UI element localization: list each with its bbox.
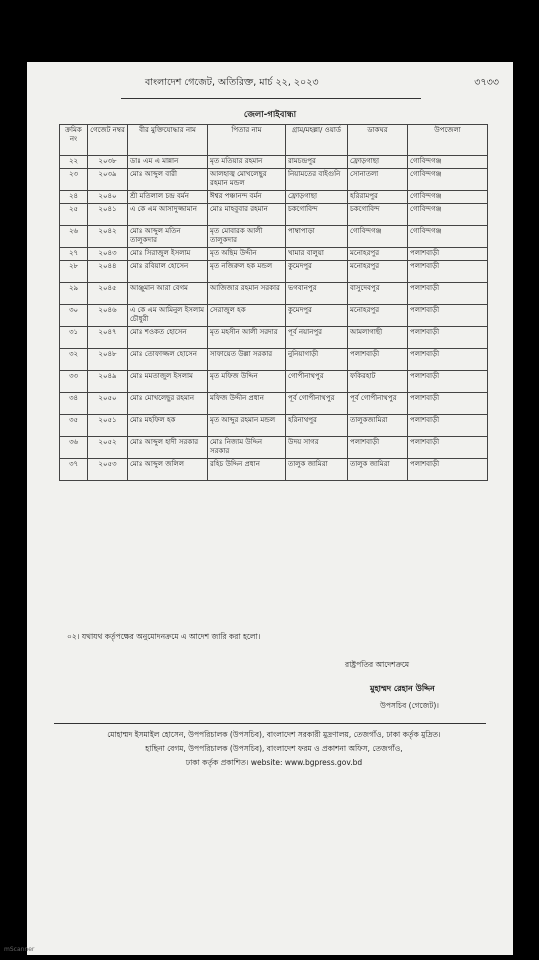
table-cell: ফ্রোড়গাছা: [348, 156, 408, 169]
table-cell: মনোহরপুর: [348, 248, 408, 261]
table-cell: নিয়ামতের বাইগুনি: [286, 169, 348, 191]
table-cell: আমলাগাছী: [348, 327, 408, 349]
table-cell: শ্রী মতিলাল চন্দ্র বর্মন: [128, 191, 208, 204]
table-cell: উদয় সাগর: [286, 437, 348, 459]
freedom-fighters-table: [59, 124, 488, 481]
table-cell: গোবিন্দগঞ্জ: [408, 191, 488, 204]
table-row: [60, 248, 488, 261]
table-cell: ২০৫১: [88, 415, 128, 437]
table-row: [60, 191, 488, 204]
table-cell: মনোহরপুর: [348, 305, 408, 327]
table-cell: ২০৫০: [88, 393, 128, 415]
table-cell: ২৩: [60, 169, 88, 191]
table-cell: ৩৩: [60, 371, 88, 393]
column-header: ক্রমিক নং: [60, 125, 88, 156]
signer-designation: উপসচিব (গেজেট)।: [380, 701, 439, 710]
table-cell: মোঃ আব্দুল বারী: [128, 169, 208, 191]
table-cell: ২২: [60, 156, 88, 169]
table-cell: ২৭: [60, 248, 88, 261]
table-cell: পলাশবাড়ী: [408, 371, 488, 393]
table-cell: সোনাতলা: [348, 169, 408, 191]
table-cell: পূর্ব নয়ানপুর: [286, 327, 348, 349]
table-cell: মৃত মোবারক আলী তালুকদার: [208, 226, 286, 248]
table-cell: পলাশবাড়ী: [408, 283, 488, 305]
table-cell: পলাশবাড়ী: [408, 459, 488, 481]
table-cell: মৃত মতিয়ার রহমান: [208, 156, 286, 169]
approval-note: ০২। যথাযথ কর্তৃপক্ষের অনুমোদনক্রমে এ আদেশ জারি করা হলো।: [67, 632, 261, 641]
table-row: [60, 437, 488, 459]
table-cell: ২০৪৭: [88, 327, 128, 349]
table-cell: ৩৫: [60, 415, 88, 437]
table-cell: মোঃ রবিয়াল হোসেন: [128, 261, 208, 283]
table-cell: ২০৪৮: [88, 349, 128, 371]
table-row: [60, 393, 488, 415]
table-cell: তালুক জামিরা: [348, 459, 408, 481]
table-cell: ২৪: [60, 191, 88, 204]
table-row: [60, 459, 488, 481]
table-row: [60, 415, 488, 437]
table-cell: ২০৩৯: [88, 169, 128, 191]
table-cell: ২০৪৩: [88, 248, 128, 261]
table-row: [60, 226, 488, 248]
table-cell: ৩৭: [60, 459, 88, 481]
column-header: উপজেলা: [408, 125, 488, 156]
gazette-page: [27, 62, 513, 955]
table-cell: গোবিন্দগঞ্জ: [408, 169, 488, 191]
table-cell: গোবিন্দগঞ্জ: [408, 226, 488, 248]
table-cell: চকগোবিন্দ: [286, 204, 348, 226]
table-cell: ঈশ্বর পঞ্চানন্দ বর্মন: [208, 191, 286, 204]
table-cell: গোপীনাথপুর: [286, 371, 348, 393]
table-cell: কুমেদপুর: [286, 261, 348, 283]
table-cell: ২০৫৩: [88, 459, 128, 481]
table-row: [60, 327, 488, 349]
table-cell: ভগবানপুর: [286, 283, 348, 305]
table-row: [60, 305, 488, 327]
header-rule: [121, 98, 421, 99]
table-cell: পূর্ব গোপীনাথপুর: [286, 393, 348, 415]
table-cell: এ কে এম আসাদুজ্জামান: [128, 204, 208, 226]
table-cell: মৃত মফিজ উদ্দিন: [208, 371, 286, 393]
table-cell: ৩১: [60, 327, 88, 349]
table-cell: তালুকজামিরা: [348, 415, 408, 437]
table-cell: মৃত অছিম উদ্দীন: [208, 248, 286, 261]
table-cell: ২০৪১: [88, 204, 128, 226]
table-cell: চকগোবিন্দ: [348, 204, 408, 226]
table-cell: ২০৪৬: [88, 305, 128, 327]
table-cell: মোঃ শওকত হোসেন: [128, 327, 208, 349]
table-cell: ২০৪২: [88, 226, 128, 248]
signer-name: মুহাম্মদ রেহান উদ্দিন: [370, 684, 435, 693]
table-cell: ডাঃ এম এ মান্নান: [128, 156, 208, 169]
table-cell: আজিজার রহমান সরকার: [208, 283, 286, 305]
column-header: পিতার নাম: [208, 125, 286, 156]
table-cell: খামার বালুয়া: [286, 248, 348, 261]
table-cell: পলাশবাড়ী: [408, 305, 488, 327]
table-cell: পলাশবাড়ী: [348, 437, 408, 459]
table-cell: পলাশবাড়ী: [408, 248, 488, 261]
table-row: [60, 261, 488, 283]
table-cell: মোঃ তোফাজ্জল হোসেন: [128, 349, 208, 371]
table-cell: পলাশবাড়ী: [408, 327, 488, 349]
table-row: [60, 371, 488, 393]
table-cell: ৩০: [60, 305, 88, 327]
table-cell: মোঃ মমতাজুল ইসলাম: [128, 371, 208, 393]
imprint-line: হাছিনা বেগম, উপপরিচালক (উপসচিব), বাংলাদেশ ফরম ও প্রকাশনা অফিস, তেজগাঁও,: [145, 744, 403, 753]
table-cell: আঞ্জুমান আরা বেগম: [128, 283, 208, 305]
scanner-watermark: mScanner: [4, 946, 35, 953]
table-cell: ২০৪০: [88, 191, 128, 204]
table-cell: নুনিয়াগাড়ী: [286, 349, 348, 371]
table-cell: পাম্বাপাড়া: [286, 226, 348, 248]
table-cell: ২৮: [60, 261, 88, 283]
table-cell: পলাশবাড়ী: [348, 349, 408, 371]
table-cell: হরিনাথপুর: [286, 415, 348, 437]
table-cell: হরিরামপুর: [348, 191, 408, 204]
table-cell: মোঃ মাহবুবার রহমান: [208, 204, 286, 226]
table-row: [60, 349, 488, 371]
table-row: [60, 204, 488, 226]
page-number: ৩৭৩৩: [474, 77, 499, 88]
page-header: [27, 76, 513, 92]
table-cell: ২০৩৮: [88, 156, 128, 169]
table-cell: মোঃ সিরাজুল ইসলাম: [128, 248, 208, 261]
presidential-order: রাষ্ট্রপতির আদেশক্রমে: [345, 660, 410, 669]
table-cell: পলাশবাড়ী: [408, 261, 488, 283]
table-cell: মফিজ উদ্দীন প্রধান: [208, 393, 286, 415]
table-row: [60, 169, 488, 191]
table-cell: ফকিরহাট: [348, 371, 408, 393]
table-cell: সাফায়েত উল্লা সরকার: [208, 349, 286, 371]
table-cell: মৃত নজিরুল হক মন্ডল: [208, 261, 286, 283]
table-cell: মৃত মহসীন আলী সরদার: [208, 327, 286, 349]
table-cell: গোবিন্দগঞ্জ: [408, 204, 488, 226]
table-cell: ২৬: [60, 226, 88, 248]
table-cell: গোবিন্দগঞ্জ: [408, 156, 488, 169]
table-cell: পূর্ব গোপীনাথপুর: [348, 393, 408, 415]
table-cell: মোঃ আব্দুল হাদী সরকার: [128, 437, 208, 459]
table-cell: ২৯: [60, 283, 88, 305]
table-header-row: [60, 125, 488, 156]
table-cell: মোঃ আব্দুল মতিন তালুকদার: [128, 226, 208, 248]
table-cell: মোঃ আব্দুল জলিল: [128, 459, 208, 481]
table-cell: পলাশবাড়ী: [408, 437, 488, 459]
table-cell: পলাশবাড়ী: [408, 393, 488, 415]
table-cell: গোবিন্দগঞ্জ: [348, 226, 408, 248]
table-body: [60, 156, 488, 481]
table-cell: ২০৪৪: [88, 261, 128, 283]
table-row: [60, 156, 488, 169]
table-cell: ৩২: [60, 349, 88, 371]
table-cell: মোঃ নিজাম উদ্দিন সরকার: [208, 437, 286, 459]
column-header: ডাকঘর: [348, 125, 408, 156]
table-cell: সেরাজুল হক: [208, 305, 286, 327]
table-cell: পলাশবাড়ী: [408, 349, 488, 371]
imprint-line: ঢাকা কর্তৃক প্রকাশিত। website: www.bgpress.gov.bd: [185, 758, 363, 767]
table-cell: ফ্রোড়গাছা: [286, 191, 348, 204]
table-cell: মৃত আব্দুর রহমান মন্ডল: [208, 415, 286, 437]
table-cell: কুমেদপুর: [286, 305, 348, 327]
table-cell: মোঃ মোখলেছুর রহমান: [128, 393, 208, 415]
column-header: বীর মুক্তিযোদ্ধার নাম: [128, 125, 208, 156]
table-cell: পলাশবাড়ী: [408, 415, 488, 437]
column-header: গেজেট নম্বর: [88, 125, 128, 156]
column-header: গ্রাম/মহল্লা/ ওয়ার্ড: [286, 125, 348, 156]
table-cell: তালুক জামিরা: [286, 459, 348, 481]
table-row: [60, 283, 488, 305]
printer-imprint: [54, 728, 494, 770]
table-cell: আলহাজ্ব মোখলেছুর রহমান মন্ডল: [208, 169, 286, 191]
table-cell: ২৫: [60, 204, 88, 226]
table-cell: ২০৫২: [88, 437, 128, 459]
table-cell: রহিচ উদ্দিন প্রধান: [208, 459, 286, 481]
table-cell: মনোহরপুর: [348, 261, 408, 283]
table-cell: ২০৪৫: [88, 283, 128, 305]
table-cell: বাসুদেবপুর: [348, 283, 408, 305]
footer-rule: [54, 723, 486, 724]
table-cell: মোঃ মহফিল হক: [128, 415, 208, 437]
district-heading: জেলা-গাইবান্ধা: [243, 110, 297, 120]
table-cell: রামচন্দ্রপুর: [286, 156, 348, 169]
table-cell: ৩৬: [60, 437, 88, 459]
gazette-title: বাংলাদেশ গেজেট, অতিরিক্ত, মার্চ ২২, ২০২৩: [145, 77, 319, 88]
table-cell: ২০৪৯: [88, 371, 128, 393]
table-cell: ৩৪: [60, 393, 88, 415]
imprint-line: মোহাম্মদ ইসমাইল হোসেন, উপপরিচালক (উপসচিব), বাংলাদেশ সরকারী মুদ্রণালয়, তেজগাঁও, ঢাকা কর্তৃক মুদ্রিত।: [107, 730, 441, 739]
table-cell: এ কে এম আমিনুল ইসলাম চৌধুরী: [128, 305, 208, 327]
